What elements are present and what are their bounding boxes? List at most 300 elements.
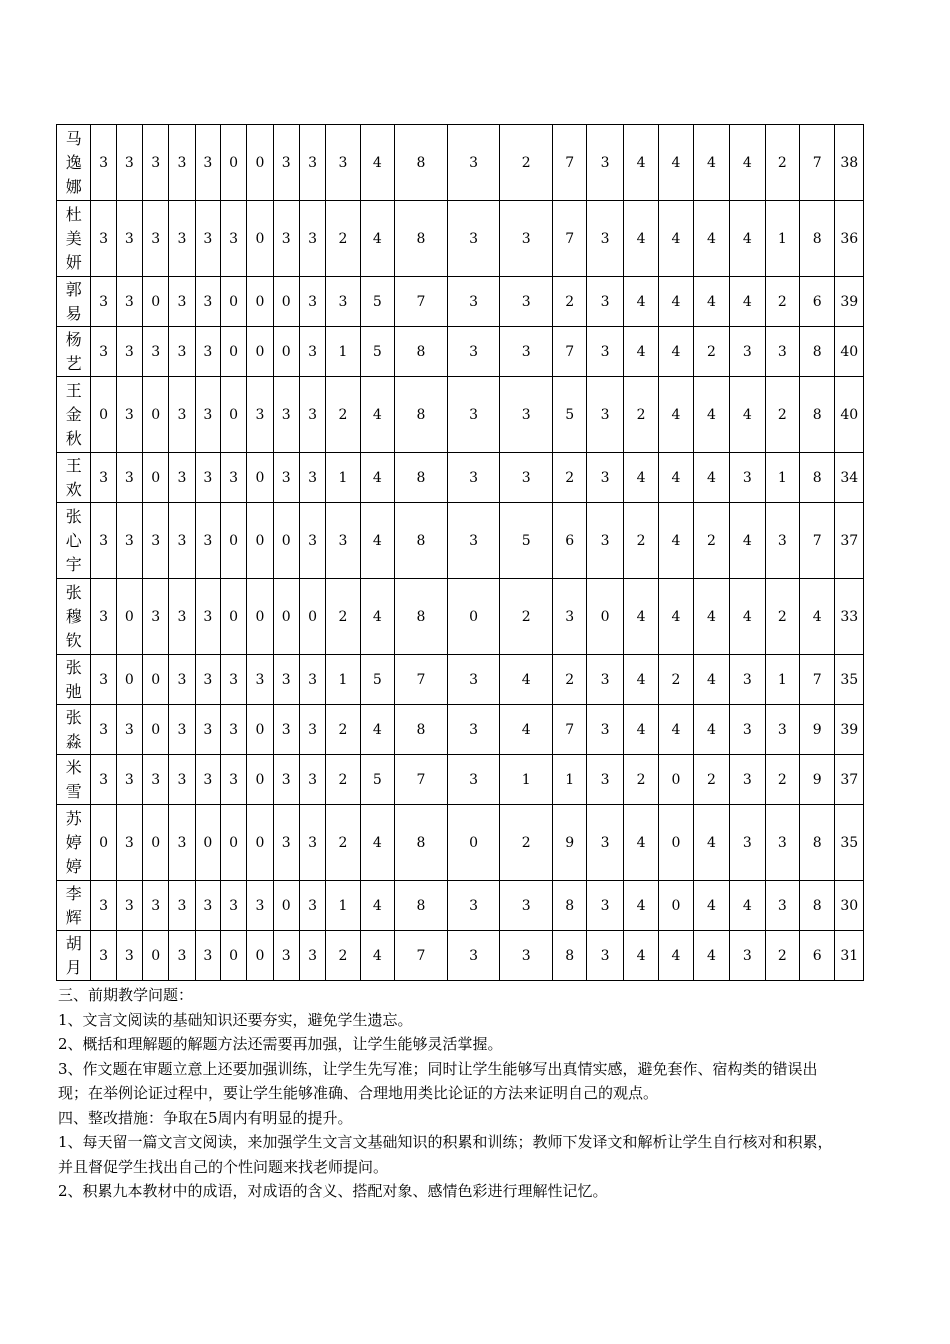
score-cell: 8 (395, 579, 448, 655)
score-cell: 3 (553, 579, 587, 655)
score-cell: 3 (195, 655, 220, 705)
score-cell: 0 (247, 327, 273, 377)
student-name (57, 705, 91, 755)
score-cell: 3 (220, 705, 246, 755)
score-cell: 3 (447, 327, 500, 377)
score-cell: 7 (800, 125, 835, 201)
score-cell: 3 (116, 931, 142, 981)
score-cell: 0 (247, 277, 273, 327)
score-cell: 2 (693, 503, 729, 579)
score-cell: 9 (553, 805, 587, 881)
score-cell: 3 (169, 201, 195, 277)
student-name-char: 穆 (65, 606, 82, 626)
score-cell: 1 (553, 755, 587, 805)
student-name-char: 欢 (65, 479, 82, 499)
score-cell: 3 (91, 931, 116, 981)
score-cell: 3 (169, 579, 195, 655)
table-row (57, 377, 864, 453)
score-cell: 3 (500, 931, 553, 981)
score-cell: 3 (143, 125, 169, 201)
score-cell: 0 (247, 705, 273, 755)
score-cell: 5 (360, 327, 394, 377)
score-cell: 4 (659, 277, 693, 327)
table-row (57, 277, 864, 327)
score-cell: 3 (587, 327, 623, 377)
total-score-cell: 35 (835, 655, 864, 705)
score-cell: 4 (730, 125, 765, 201)
score-cell: 3 (195, 377, 220, 453)
score-cell: 9 (800, 755, 835, 805)
score-cell: 3 (91, 125, 116, 201)
score-cell: 0 (273, 277, 299, 327)
score-cell: 3 (91, 881, 116, 931)
score-cell: 0 (143, 377, 169, 453)
score-cell: 3 (447, 503, 500, 579)
score-cell: 3 (587, 705, 623, 755)
score-cell: 0 (220, 503, 246, 579)
student-name-char: 艺 (65, 353, 82, 373)
score-cell: 3 (169, 655, 195, 705)
student-name-char: 月 (65, 957, 82, 977)
student-name-char: 杜 (65, 204, 82, 224)
score-cell: 4 (730, 201, 765, 277)
score-cell: 3 (143, 503, 169, 579)
score-cell: 2 (326, 579, 360, 655)
score-cell: 4 (730, 579, 765, 655)
score-cell: 4 (360, 503, 394, 579)
score-cell: 0 (447, 579, 500, 655)
total-score-cell: 39 (835, 277, 864, 327)
score-cell: 3 (143, 201, 169, 277)
score-cell: 3 (273, 377, 299, 453)
score-cell: 3 (587, 931, 623, 981)
score-cell: 2 (623, 377, 658, 453)
score-cell: 3 (195, 931, 220, 981)
student-name-char: 宇 (65, 554, 82, 574)
score-cell: 0 (91, 377, 116, 453)
score-cell: 2 (765, 931, 799, 981)
score-cell: 3 (195, 881, 220, 931)
measure-item-2: 2、积累九本教材中的成语，对成语的含义、搭配对象、感情色彩进行理解性记忆。 (58, 1182, 608, 1200)
score-cell: 3 (91, 755, 116, 805)
score-cell: 3 (730, 453, 765, 503)
score-cell: 0 (247, 125, 273, 201)
score-cell: 2 (553, 655, 587, 705)
score-cell: 2 (765, 579, 799, 655)
score-cell: 8 (395, 327, 448, 377)
score-cell: 3 (500, 277, 553, 327)
score-cell: 3 (765, 881, 799, 931)
score-cell: 3 (169, 931, 195, 981)
total-score-cell: 31 (835, 931, 864, 981)
score-cell: 4 (623, 125, 658, 201)
score-cell: 3 (730, 327, 765, 377)
score-cell: 1 (500, 755, 553, 805)
table-row (57, 327, 864, 377)
score-cell: 3 (299, 377, 325, 453)
score-cell: 2 (326, 377, 360, 453)
problem-item-3-line-2: 现；在举例论证过程中，要让学生能够准确、合理地用类比论证的方法来证明自己的观点。 (58, 1084, 659, 1102)
score-cell: 0 (273, 503, 299, 579)
score-cell: 8 (395, 705, 448, 755)
score-cell: 3 (299, 125, 325, 201)
score-cell: 3 (116, 755, 142, 805)
score-cell: 8 (800, 327, 835, 377)
score-cell: 2 (553, 453, 587, 503)
score-cell: 3 (169, 503, 195, 579)
table-row (57, 705, 864, 755)
score-cell: 3 (116, 503, 142, 579)
score-cell: 0 (143, 453, 169, 503)
score-cell: 8 (800, 881, 835, 931)
student-name (57, 377, 91, 453)
score-cell: 3 (500, 327, 553, 377)
score-cell: 8 (800, 377, 835, 453)
score-cell: 4 (360, 201, 394, 277)
student-name-char: 胡 (65, 933, 82, 953)
student-name-char: 王 (65, 380, 82, 400)
score-cell: 8 (395, 453, 448, 503)
score-cell: 7 (553, 705, 587, 755)
score-cell: 3 (220, 453, 246, 503)
score-table (56, 124, 864, 981)
score-cell: 3 (500, 881, 553, 931)
score-cell: 3 (447, 655, 500, 705)
score-cell: 4 (623, 277, 658, 327)
score-cell: 2 (623, 503, 658, 579)
table-row (57, 201, 864, 277)
score-cell: 3 (299, 503, 325, 579)
score-cell: 8 (395, 805, 448, 881)
score-cell: 2 (765, 377, 799, 453)
score-cell: 4 (693, 931, 729, 981)
score-cell: 4 (623, 453, 658, 503)
score-cell: 3 (273, 755, 299, 805)
score-cell: 3 (247, 377, 273, 453)
student-name-char: 逸 (65, 152, 82, 172)
score-cell: 4 (623, 655, 658, 705)
score-cell: 3 (500, 201, 553, 277)
total-score-cell: 37 (835, 755, 864, 805)
student-name-char: 张 (65, 582, 82, 602)
score-cell: 3 (587, 655, 623, 705)
student-name-char: 张 (65, 657, 82, 677)
score-cell: 3 (299, 755, 325, 805)
score-cell: 3 (299, 805, 325, 881)
score-cell: 4 (659, 453, 693, 503)
score-cell: 7 (395, 755, 448, 805)
score-cell: 5 (360, 277, 394, 327)
student-name-char: 弛 (65, 681, 82, 701)
score-cell: 0 (247, 931, 273, 981)
score-cell: 2 (500, 579, 553, 655)
student-name (57, 655, 91, 705)
score-cell: 4 (659, 503, 693, 579)
score-cell: 4 (360, 805, 394, 881)
score-cell: 3 (169, 755, 195, 805)
score-cell: 2 (326, 755, 360, 805)
score-cell: 0 (247, 579, 273, 655)
student-name (57, 453, 91, 503)
score-cell: 4 (360, 579, 394, 655)
score-cell: 9 (800, 705, 835, 755)
score-cell: 0 (220, 125, 246, 201)
score-cell: 3 (587, 277, 623, 327)
score-cell: 3 (116, 377, 142, 453)
score-cell: 4 (659, 201, 693, 277)
score-cell: 3 (169, 327, 195, 377)
score-cell: 3 (220, 655, 246, 705)
student-name-char: 金 (65, 404, 82, 424)
student-name-char: 张 (65, 506, 82, 526)
score-cell: 0 (116, 655, 142, 705)
score-cell: 7 (395, 655, 448, 705)
score-cell: 2 (693, 327, 729, 377)
score-cell: 3 (447, 881, 500, 931)
student-name-char: 淼 (65, 731, 82, 751)
score-cell: 3 (143, 755, 169, 805)
score-cell: 1 (326, 453, 360, 503)
score-cell: 3 (447, 931, 500, 981)
total-score-cell: 30 (835, 881, 864, 931)
score-cell: 3 (116, 881, 142, 931)
score-cell: 2 (765, 755, 799, 805)
score-cell: 3 (447, 377, 500, 453)
score-cell: 4 (360, 881, 394, 931)
student-name-char: 郭 (65, 279, 82, 299)
score-cell: 0 (273, 579, 299, 655)
student-name (57, 805, 91, 881)
score-cell: 1 (765, 655, 799, 705)
score-cell: 3 (169, 881, 195, 931)
score-cell: 1 (326, 327, 360, 377)
score-cell: 3 (765, 805, 799, 881)
score-cell: 4 (659, 377, 693, 453)
table-row (57, 881, 864, 931)
score-cell: 4 (693, 377, 729, 453)
score-cell: 3 (195, 327, 220, 377)
score-cell: 3 (91, 503, 116, 579)
student-name (57, 327, 91, 377)
table-row (57, 931, 864, 981)
score-cell: 3 (587, 503, 623, 579)
score-cell: 3 (169, 453, 195, 503)
score-cell: 3 (195, 579, 220, 655)
total-score-cell: 37 (835, 503, 864, 579)
score-cell: 2 (326, 805, 360, 881)
total-score-cell: 33 (835, 579, 864, 655)
score-cell: 3 (500, 453, 553, 503)
score-cell: 3 (447, 755, 500, 805)
score-cell: 0 (273, 881, 299, 931)
score-cell: 4 (659, 931, 693, 981)
total-score-cell: 36 (835, 201, 864, 277)
score-cell: 4 (623, 805, 658, 881)
table-row (57, 125, 864, 201)
score-cell: 0 (659, 881, 693, 931)
total-score-cell: 40 (835, 377, 864, 453)
score-cell: 7 (553, 327, 587, 377)
score-cell: 8 (395, 201, 448, 277)
score-cell: 0 (143, 655, 169, 705)
score-cell: 3 (273, 125, 299, 201)
score-cell: 3 (116, 327, 142, 377)
score-cell: 2 (693, 755, 729, 805)
score-cell: 3 (91, 327, 116, 377)
score-cell: 8 (553, 931, 587, 981)
score-cell: 3 (730, 805, 765, 881)
student-name (57, 201, 91, 277)
student-name-char: 苏 (65, 808, 82, 828)
student-name-char: 婷 (65, 856, 82, 876)
score-cell: 4 (693, 125, 729, 201)
section-heading-measures: 四、整改措施：争取在5周内有明显的提升。 (58, 1108, 353, 1127)
score-cell: 3 (195, 705, 220, 755)
score-cell: 0 (247, 503, 273, 579)
score-cell: 4 (500, 655, 553, 705)
score-cell: 0 (143, 277, 169, 327)
score-cell: 4 (693, 881, 729, 931)
score-cell: 0 (220, 377, 246, 453)
score-cell: 0 (143, 931, 169, 981)
score-cell: 3 (299, 453, 325, 503)
score-cell: 4 (360, 453, 394, 503)
score-cell: 3 (587, 755, 623, 805)
score-cell: 2 (326, 201, 360, 277)
score-cell: 4 (360, 125, 394, 201)
score-cell: 3 (116, 453, 142, 503)
score-cell: 3 (447, 125, 500, 201)
student-name (57, 579, 91, 655)
total-score-cell: 38 (835, 125, 864, 201)
score-cell: 2 (326, 931, 360, 981)
score-cell: 3 (91, 579, 116, 655)
score-cell: 0 (247, 201, 273, 277)
score-cell: 0 (659, 755, 693, 805)
score-cell: 3 (299, 655, 325, 705)
section-heading-problems: 三、前期教学问题： (58, 986, 194, 1004)
score-cell: 0 (273, 327, 299, 377)
score-cell: 3 (116, 201, 142, 277)
score-cell: 3 (587, 201, 623, 277)
student-name (57, 881, 91, 931)
score-cell: 3 (195, 201, 220, 277)
score-cell: 3 (91, 277, 116, 327)
score-cell: 3 (587, 377, 623, 453)
total-score-cell: 35 (835, 805, 864, 881)
score-cell: 3 (195, 503, 220, 579)
score-cell: 3 (299, 705, 325, 755)
score-cell: 6 (553, 503, 587, 579)
score-cell: 4 (659, 579, 693, 655)
score-cell: 0 (299, 579, 325, 655)
score-cell: 7 (800, 655, 835, 705)
score-cell: 3 (273, 931, 299, 981)
student-name-char: 秋 (65, 428, 82, 448)
score-cell: 3 (91, 655, 116, 705)
score-cell: 1 (326, 881, 360, 931)
score-cell: 3 (447, 705, 500, 755)
score-cell: 3 (273, 453, 299, 503)
student-name-char: 马 (65, 128, 82, 148)
score-cell: 1 (326, 655, 360, 705)
measure-item-1-line-2: 并且督促学生找出自己的个性问题来找老师提问。 (58, 1157, 389, 1176)
score-cell: 3 (730, 705, 765, 755)
score-cell: 4 (693, 705, 729, 755)
problem-item-3-line-1: 3、作文题在审题立意上还要加强训练，让学生先写准；同时让学生能够写出真情实感，避免套作、宿构类的错误出 (58, 1059, 818, 1078)
student-name-char: 易 (65, 303, 82, 323)
table-row (57, 579, 864, 655)
score-cell: 3 (299, 931, 325, 981)
score-cell: 5 (360, 655, 394, 705)
score-cell: 7 (553, 125, 587, 201)
score-cell: 8 (395, 881, 448, 931)
score-cell: 6 (800, 277, 835, 327)
score-cell: 2 (500, 805, 553, 881)
score-cell: 0 (220, 805, 246, 881)
student-name-char: 杨 (65, 329, 82, 349)
score-cell: 4 (800, 579, 835, 655)
score-cell: 3 (220, 881, 246, 931)
total-score-cell: 34 (835, 453, 864, 503)
score-cell: 0 (220, 277, 246, 327)
score-cell: 7 (553, 201, 587, 277)
score-cell: 3 (765, 327, 799, 377)
score-cell: 4 (730, 277, 765, 327)
score-cell: 3 (273, 201, 299, 277)
score-cell: 0 (220, 931, 246, 981)
score-cell: 5 (360, 755, 394, 805)
score-cell: 8 (800, 805, 835, 881)
score-cell: 3 (220, 755, 246, 805)
score-cell: 4 (360, 705, 394, 755)
score-cell: 2 (765, 125, 799, 201)
score-cell: 0 (247, 755, 273, 805)
score-cell: 8 (395, 503, 448, 579)
score-cell: 3 (447, 453, 500, 503)
score-cell: 0 (143, 805, 169, 881)
score-cell: 3 (220, 201, 246, 277)
score-cell: 3 (273, 655, 299, 705)
score-cell: 4 (623, 327, 658, 377)
student-name-char: 王 (65, 455, 82, 475)
score-cell: 3 (247, 655, 273, 705)
student-name-char: 李 (65, 883, 82, 903)
score-cell: 3 (326, 277, 360, 327)
score-cell: 3 (116, 705, 142, 755)
score-cell: 3 (587, 125, 623, 201)
problem-item-1: 1、文言文阅读的基础知识还要夯实，避免学生遗忘。 (58, 1010, 413, 1029)
score-cell: 3 (587, 805, 623, 881)
score-cell: 7 (800, 503, 835, 579)
score-cell: 3 (299, 201, 325, 277)
score-cell: 3 (273, 805, 299, 881)
score-cell: 0 (220, 327, 246, 377)
score-cell: 3 (116, 125, 142, 201)
score-cell: 4 (693, 579, 729, 655)
score-cell: 2 (623, 755, 658, 805)
table-row (57, 655, 864, 705)
score-cell: 4 (693, 453, 729, 503)
table-row (57, 453, 864, 503)
score-cell: 3 (91, 201, 116, 277)
score-cell: 0 (659, 805, 693, 881)
score-cell: 3 (116, 277, 142, 327)
student-name-char: 米 (65, 757, 82, 777)
score-cell: 3 (447, 277, 500, 327)
score-cell: 3 (91, 705, 116, 755)
score-cell: 3 (730, 655, 765, 705)
